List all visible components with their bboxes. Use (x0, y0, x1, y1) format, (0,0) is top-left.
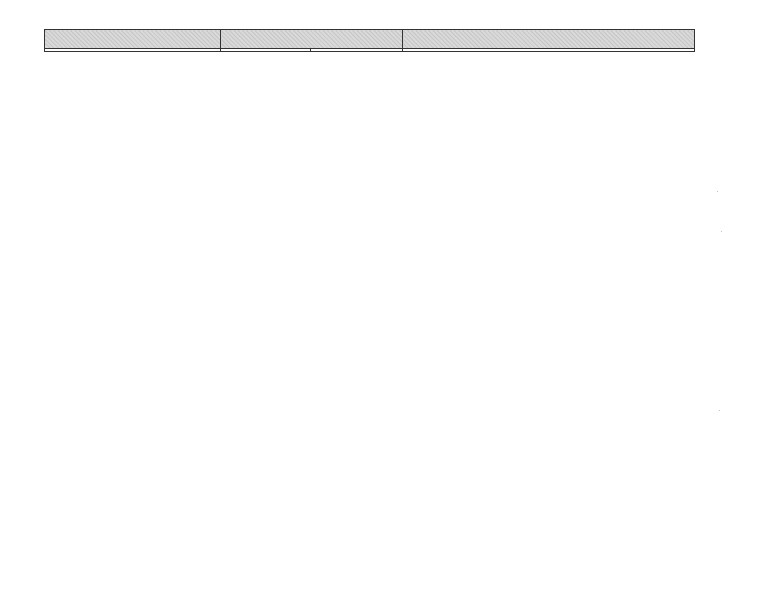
scan-speck: · (720, 226, 723, 236)
torque-metric-cell (311, 49, 403, 52)
torque-imperial-cell (221, 49, 311, 52)
header-torque-value (221, 30, 403, 49)
notes-cell (403, 49, 695, 52)
table-row (45, 49, 695, 52)
scan-speck: · (718, 405, 721, 415)
scan-speck: · (716, 186, 719, 196)
header-notes (403, 30, 695, 49)
header-fastener (45, 30, 221, 49)
torque-table (44, 29, 695, 52)
fastener-cell (45, 49, 221, 52)
table-body (45, 49, 695, 52)
table-header-row (45, 30, 695, 49)
